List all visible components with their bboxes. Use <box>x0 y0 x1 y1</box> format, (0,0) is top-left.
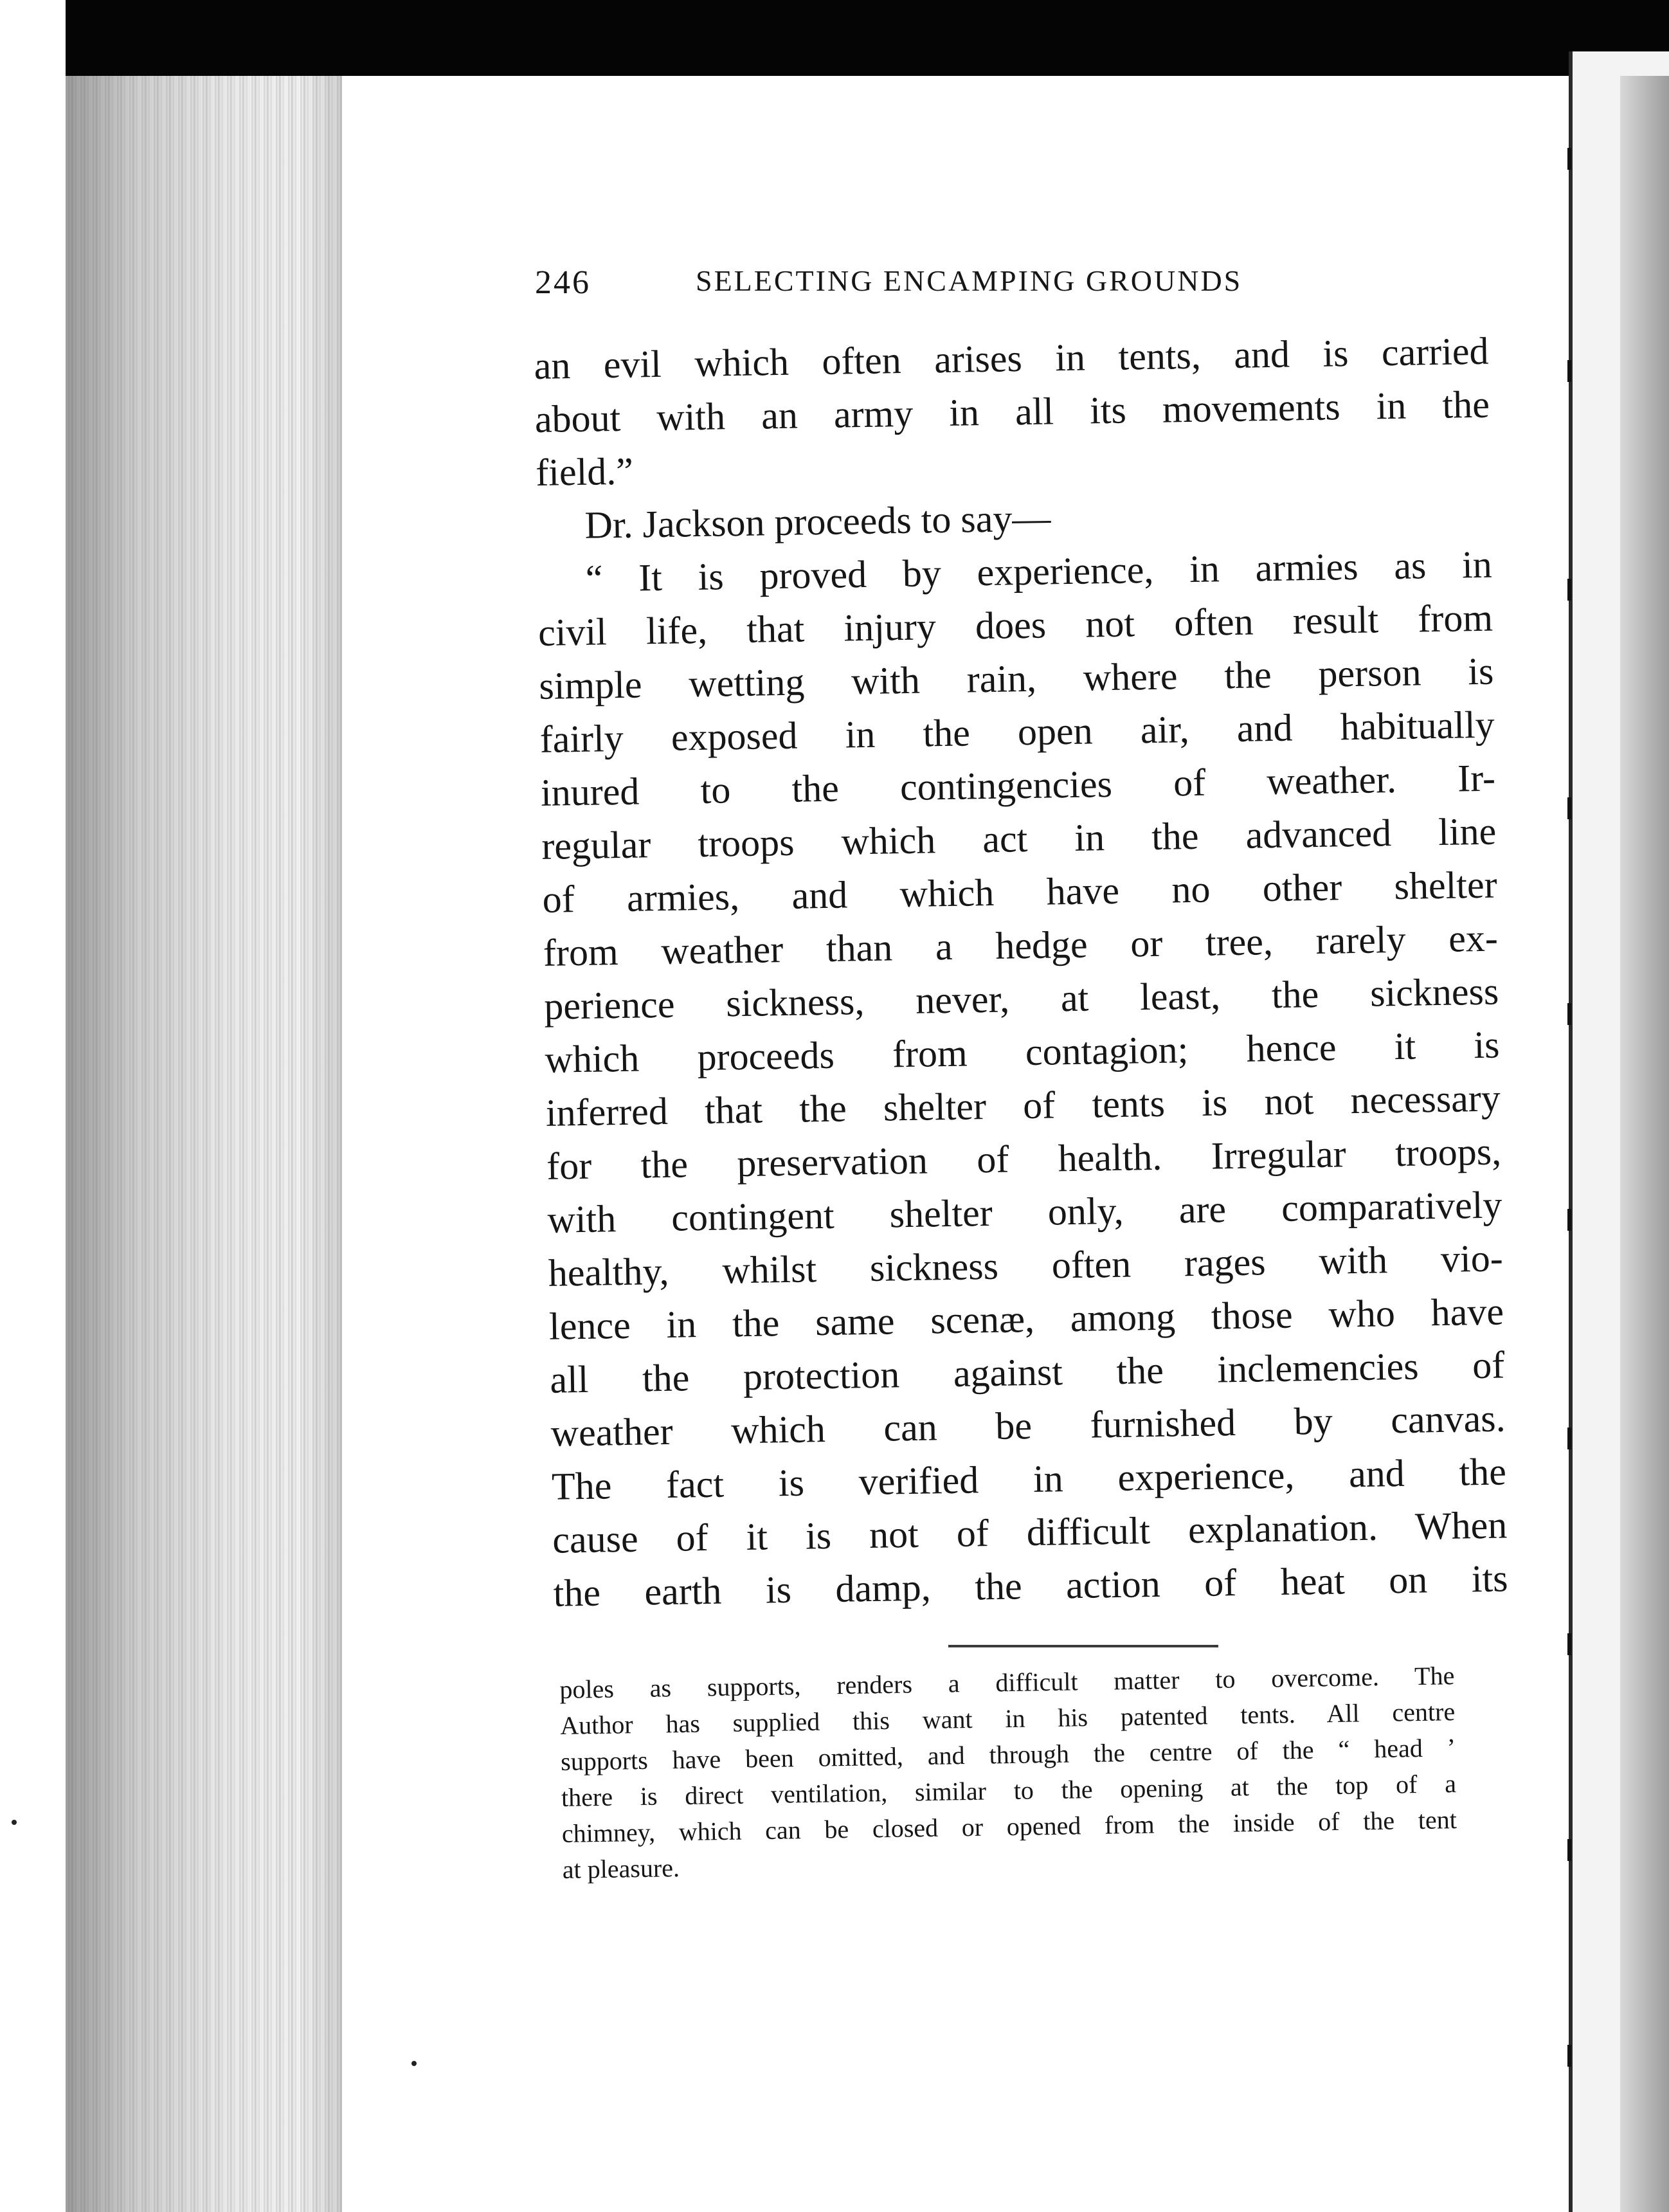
binding-stitch <box>1567 1839 1571 1861</box>
body-line: about with an army in all its movements in the <box>534 383 1490 440</box>
binding-stitch <box>1567 148 1571 170</box>
body-line: with contingent shelter only, are comparatively <box>546 1183 1502 1241</box>
body-line: civil life, that injury does not often result from <box>537 596 1493 654</box>
scan-left-margin <box>0 0 66 2212</box>
body-line: simple wetting with rain, where the person is <box>538 649 1494 707</box>
binding-stitch <box>1567 2045 1571 2067</box>
adjacent-page-shadow <box>1620 76 1669 2212</box>
body-line: fairly exposed in the open air, and habitually <box>539 703 1495 761</box>
book-page-edges <box>66 76 342 2212</box>
body-line: lence in the same scenæ, among those who have <box>548 1290 1504 1348</box>
page-number: 246 <box>535 264 591 301</box>
body-line: The fact is verified in experience, and the <box>551 1450 1507 1508</box>
binding-stitch <box>1567 1428 1571 1449</box>
body-line: inferred that the shelter of tents is not necessary <box>545 1076 1501 1134</box>
body-line: the earth is damp, the action of heat on its <box>553 1557 1508 1615</box>
footnote-rule <box>948 1645 1218 1647</box>
footnote-line: Author has supplied this want in his patented tents. All centre <box>559 1697 1456 1740</box>
body-line: perience sickness, never, at least, the sickness <box>543 970 1499 1028</box>
running-head-title: SELECTING ENCAMPING GROUNDS <box>696 264 1243 297</box>
body-text <box>534 325 1508 1620</box>
footnote <box>559 1658 1457 1888</box>
body-line: regular troops which act in the advanced line <box>541 810 1497 867</box>
body-line: which proceeds from contagion; hence it is <box>545 1023 1500 1081</box>
binding-stitch <box>1567 579 1571 601</box>
body-line: field.” <box>535 449 634 494</box>
body-line: weather which can be furnished by canvas. <box>550 1397 1506 1455</box>
body-line: all the protection against the inclemencies of <box>549 1343 1505 1401</box>
body-line: cause of it is not of difficult explanation. When <box>552 1503 1508 1561</box>
binding-stitch <box>1567 360 1571 382</box>
scan-top-border <box>0 0 1669 76</box>
scan-speck <box>411 2061 417 2066</box>
body-line: of armies, and which have no other shelter <box>542 863 1498 921</box>
body-line: for the preservation of health. Irregular troops, <box>546 1130 1502 1188</box>
scan-speck <box>12 1820 17 1825</box>
running-head <box>535 264 1287 309</box>
footnote-line: chimney, which can be closed or opened from the inside of the tent <box>561 1805 1457 1848</box>
body-line: Dr. Jackson proceeds to say— <box>584 496 1051 547</box>
body-line: from weather than a hedge or tree, rarely ex- <box>543 916 1499 974</box>
binding-stitch <box>1567 1003 1571 1025</box>
body-line: inured to the contingencies of weather. Ir- <box>540 756 1496 814</box>
body-line: healthy, whilst sickness often rages with vio- <box>548 1237 1504 1294</box>
footnote-line: at pleasure. <box>562 1853 680 1884</box>
body-line: an evil which often arises in tents, and is carried <box>534 329 1489 387</box>
binding-stitch <box>1567 1633 1571 1655</box>
footnote-line: there is direct ventilation, similar to the opening at the top of a <box>561 1769 1457 1812</box>
binding-stitch <box>1567 797 1571 819</box>
body-line: “ It is proved by experience, in armies as in <box>585 543 1493 600</box>
footnote-line: supports have been omitted, and through the centre of the “ head ’ <box>560 1733 1456 1776</box>
binding-stitch <box>1567 1209 1571 1231</box>
footnote-line: poles as supports, renders a difficult matter to overcome. The <box>559 1661 1455 1704</box>
